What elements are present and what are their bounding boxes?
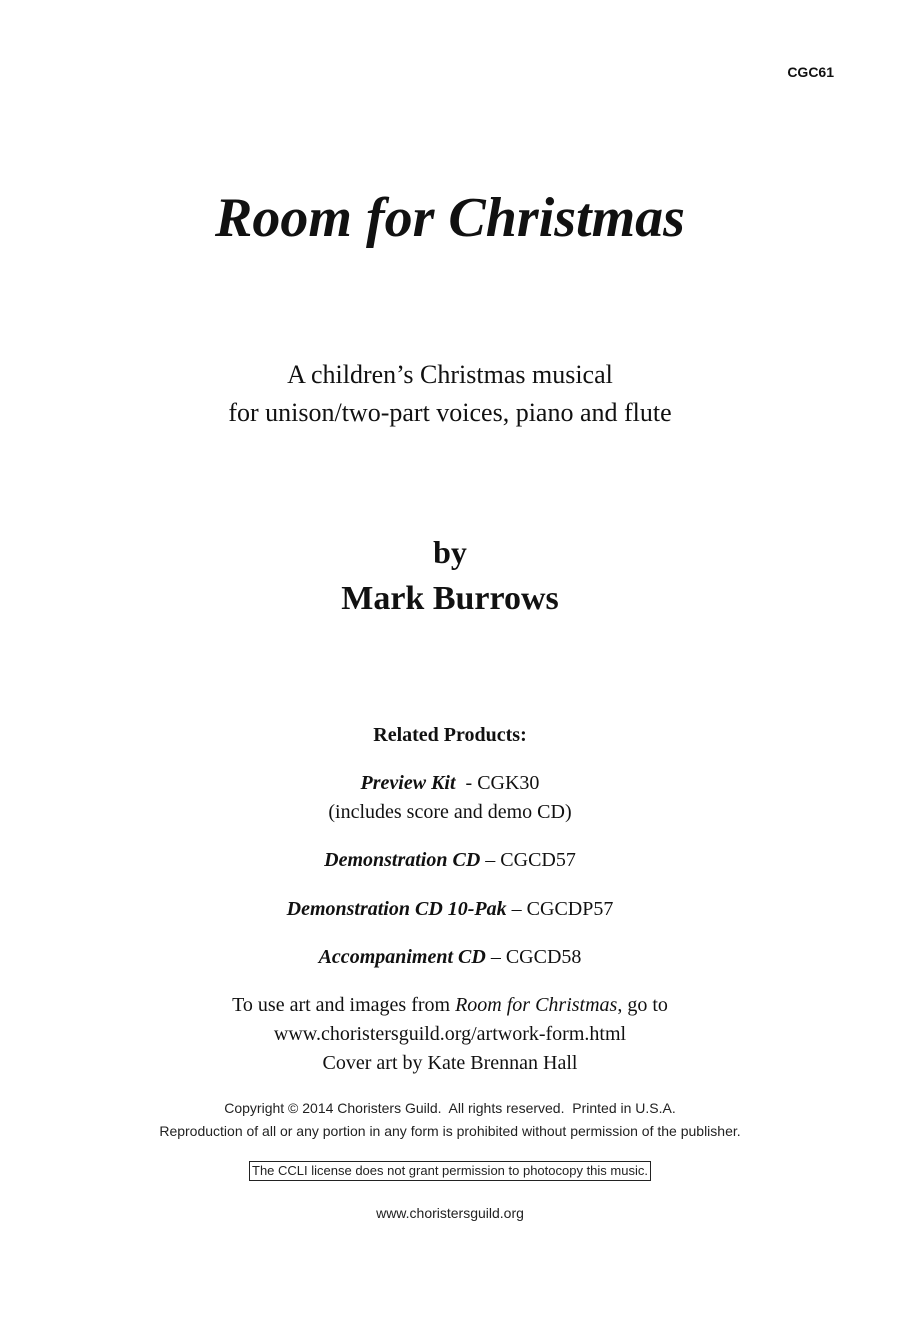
subtitle-line-2: for unison/two-part voices, piano and flute bbox=[228, 398, 672, 427]
subtitle-line-1: A children’s Christmas musical bbox=[287, 360, 613, 389]
page-title: Room for Christmas bbox=[215, 187, 685, 249]
author-name: Mark Burrows bbox=[341, 580, 559, 617]
ccli-notice: The CCLI license does not grant permission to photocopy this music. bbox=[249, 1161, 651, 1181]
product-code: CGCDP57 bbox=[526, 898, 614, 920]
product-name: Demonstration CD 10-Pak bbox=[286, 898, 507, 920]
related-products-heading: Related Products: bbox=[373, 724, 527, 746]
product-name: Preview Kit bbox=[360, 772, 456, 794]
product-separator: – bbox=[506, 898, 527, 920]
product-separator: – bbox=[485, 946, 506, 968]
product-accompaniment-cd bbox=[0, 943, 900, 971]
product-separator: – bbox=[480, 849, 501, 871]
product-separator: - bbox=[455, 772, 478, 794]
product-preview-kit bbox=[0, 769, 900, 797]
product-demonstration-cd-10-pak bbox=[0, 895, 900, 923]
copyright-notice bbox=[0, 1097, 900, 1143]
artwork-notice bbox=[0, 991, 900, 1078]
product-name: Demonstration CD bbox=[324, 849, 481, 871]
artwork-title: Room for Christmas bbox=[455, 994, 618, 1016]
ccli-notice-container bbox=[0, 1161, 900, 1181]
copyright-line-2: Reproduction of all or any portion in any form is prohibited without permission of the publisher. bbox=[159, 1123, 741, 1139]
catalog-number: CGC61 bbox=[787, 64, 834, 80]
artwork-prefix: To use art and images from bbox=[232, 994, 456, 1016]
copyright-line-1: Copyright © 2014 Choristers Guild. All rights reserved. Printed in U.S.A. bbox=[224, 1100, 676, 1116]
product-demonstration-cd bbox=[0, 846, 900, 874]
product-code: CGK30 bbox=[477, 772, 540, 794]
product-code: CGCD57 bbox=[500, 849, 576, 871]
artwork-url: www.choristersguild.org/artwork-form.html bbox=[273, 1023, 627, 1045]
subtitle bbox=[0, 356, 900, 432]
product-code: CGCD58 bbox=[505, 946, 582, 968]
cover-art-credit: Cover art by Kate Brennan Hall bbox=[322, 1052, 578, 1074]
product-note: (includes score and demo CD) bbox=[328, 801, 572, 823]
artwork-suffix: , go to bbox=[617, 994, 668, 1016]
publisher-website: www.choristersguild.org bbox=[376, 1205, 524, 1221]
artwork-line-1 bbox=[0, 991, 900, 1020]
product-name: Accompaniment CD bbox=[318, 946, 486, 968]
byline-by: by bbox=[433, 534, 467, 570]
